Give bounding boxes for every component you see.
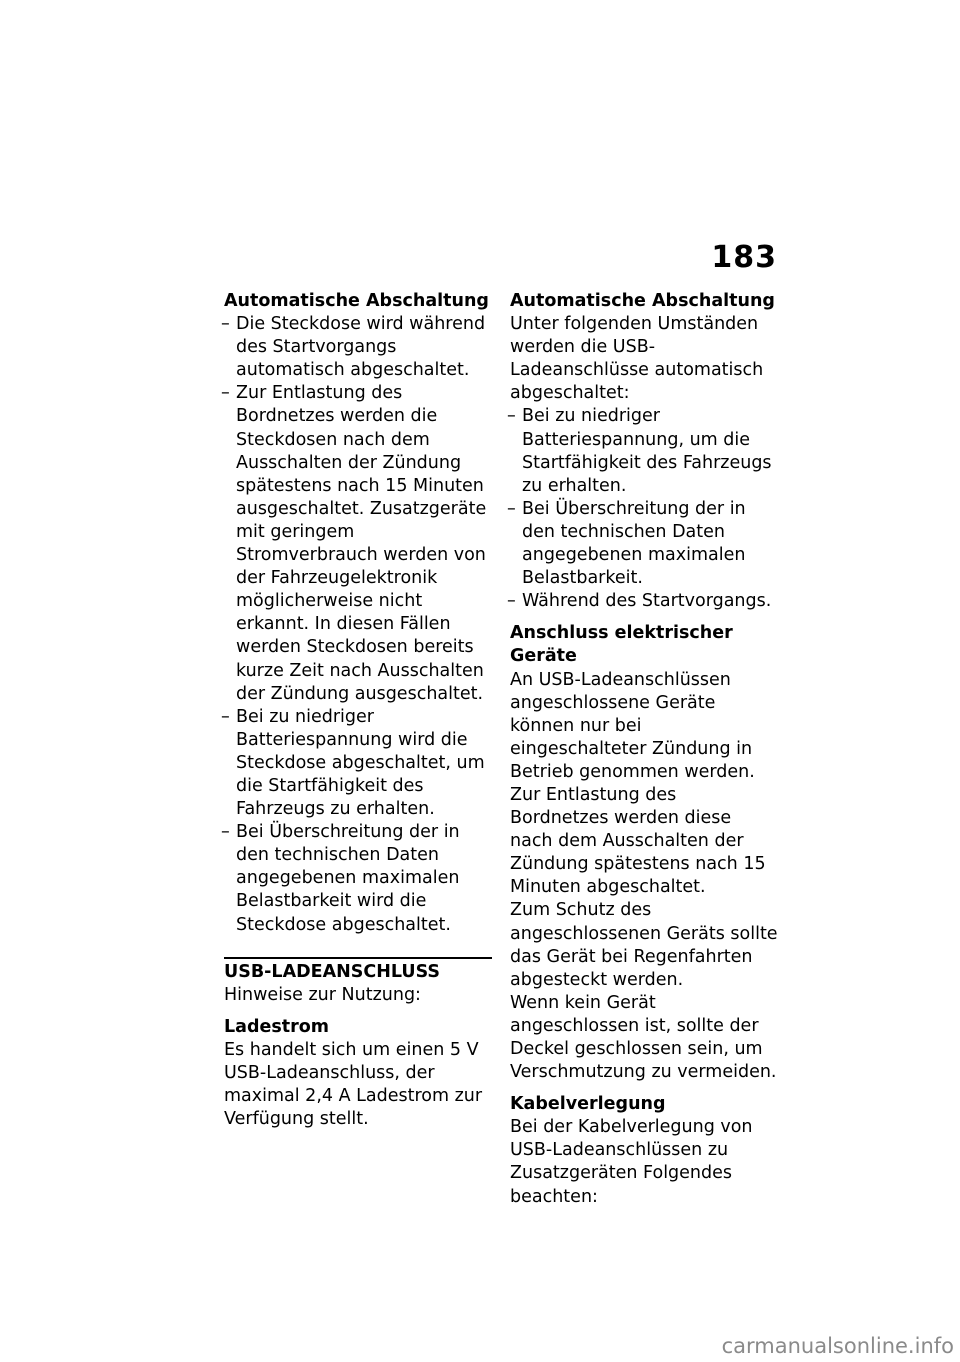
heading-device-connection: Anschluss elektrischer Geräte: [510, 623, 733, 667]
charging-current-text: Es handelt sich um einen 5 V USB-Ladeanschluss, der maximal 2,4 A Ladestrom zur Verfügung stellt.: [224, 1039, 483, 1130]
watermark: carmanualsonline.info: [721, 1334, 954, 1358]
section-title-usb: USB-LADEANSCHLUSS: [224, 961, 441, 982]
list-item: – Während des Startvorgangs.: [510, 590, 778, 613]
device-connection-text: An USB-Ladeanschlüssen angeschlossene Geräte können nur bei eingeschalteter Zündung in Betrieb genommen werden.: [510, 669, 755, 782]
rain-protection-text: Zum Schutz des angeschlossenen Geräts sollte das Gerät bei Regenfahrten abgesteckt werden.: [510, 900, 778, 990]
onboard-relief-text: Zur Entlastung des Bordnetzes werden diese nach dem Ausschalten der Zündung spätestens nach 15 Minuten abgeschaltet.: [510, 784, 766, 898]
cover-text: Wenn kein Gerät angeschlossen ist, sollte der Deckel geschlossen sein, um Verschmutzung zu vermeiden.: [510, 992, 777, 1083]
section-divider: [224, 957, 492, 984]
list-item: – Bei zu niedriger Batteriespannung wird die Steckdose abgeschaltet, um die Startfähigkeit des Fahrzeugs zu erhalten.: [224, 706, 492, 821]
heading-automatic-shutdown-usb: Automatische Abschaltung: [510, 291, 775, 311]
heading-charging-current: Ladestrom: [224, 1016, 330, 1037]
list-item: – Zur Entlastung des Bordnetzes werden die Steckdosen nach dem Ausschalten der Zündung spätestens nach 15 Minuten ausgeschaltet. Zusatzgeräte mit geringem Stromverbrauch werden von der Fahrzeugelektronik möglicherweise nicht erkannt. In diesen Fällen werden Steckdosen bereits kurze Zeit nach Ausschalten der Zündung ausgeschaltet.: [224, 382, 492, 705]
heading-automatic-shutdown: Automatische Abschaltung: [224, 291, 489, 311]
list-item: – Bei Überschreitung der in den technischen Daten angegebenen maximalen Belastbarkeit.: [510, 498, 778, 590]
page-number: 183: [711, 240, 777, 275]
list-item: – Bei Überschreitung der in den technischen Daten angegebenen maximalen Belastbarkeit wird die Steckdose abgeschaltet.: [224, 821, 492, 936]
cable-routing-text: Bei der Kabelverlegung von USB-Ladeanschlüssen zu Zusatzgeräten Folgendes beachten:: [510, 1117, 753, 1207]
list-item: – Die Steckdose wird während des Startvorgangs automatisch abgeschaltet.: [224, 313, 492, 382]
usage-intro: Hinweise zur Nutzung:: [224, 984, 421, 1005]
heading-cable-routing: Kabelverlegung: [510, 1094, 666, 1115]
usb-shutdown-intro: Unter folgenden Umständen werden die USB-Ladeanschlüsse automatisch abgeschaltet:: [510, 314, 764, 404]
usb-shutdown-list: [510, 405, 778, 613]
right-column: [510, 290, 778, 1209]
list-item: – Bei zu niedriger Batteriespannung, um die Startfähigkeit des Fahrzeugs zu erhalten.: [510, 405, 778, 497]
shutdown-list: [224, 313, 492, 937]
left-column: [224, 290, 492, 1131]
